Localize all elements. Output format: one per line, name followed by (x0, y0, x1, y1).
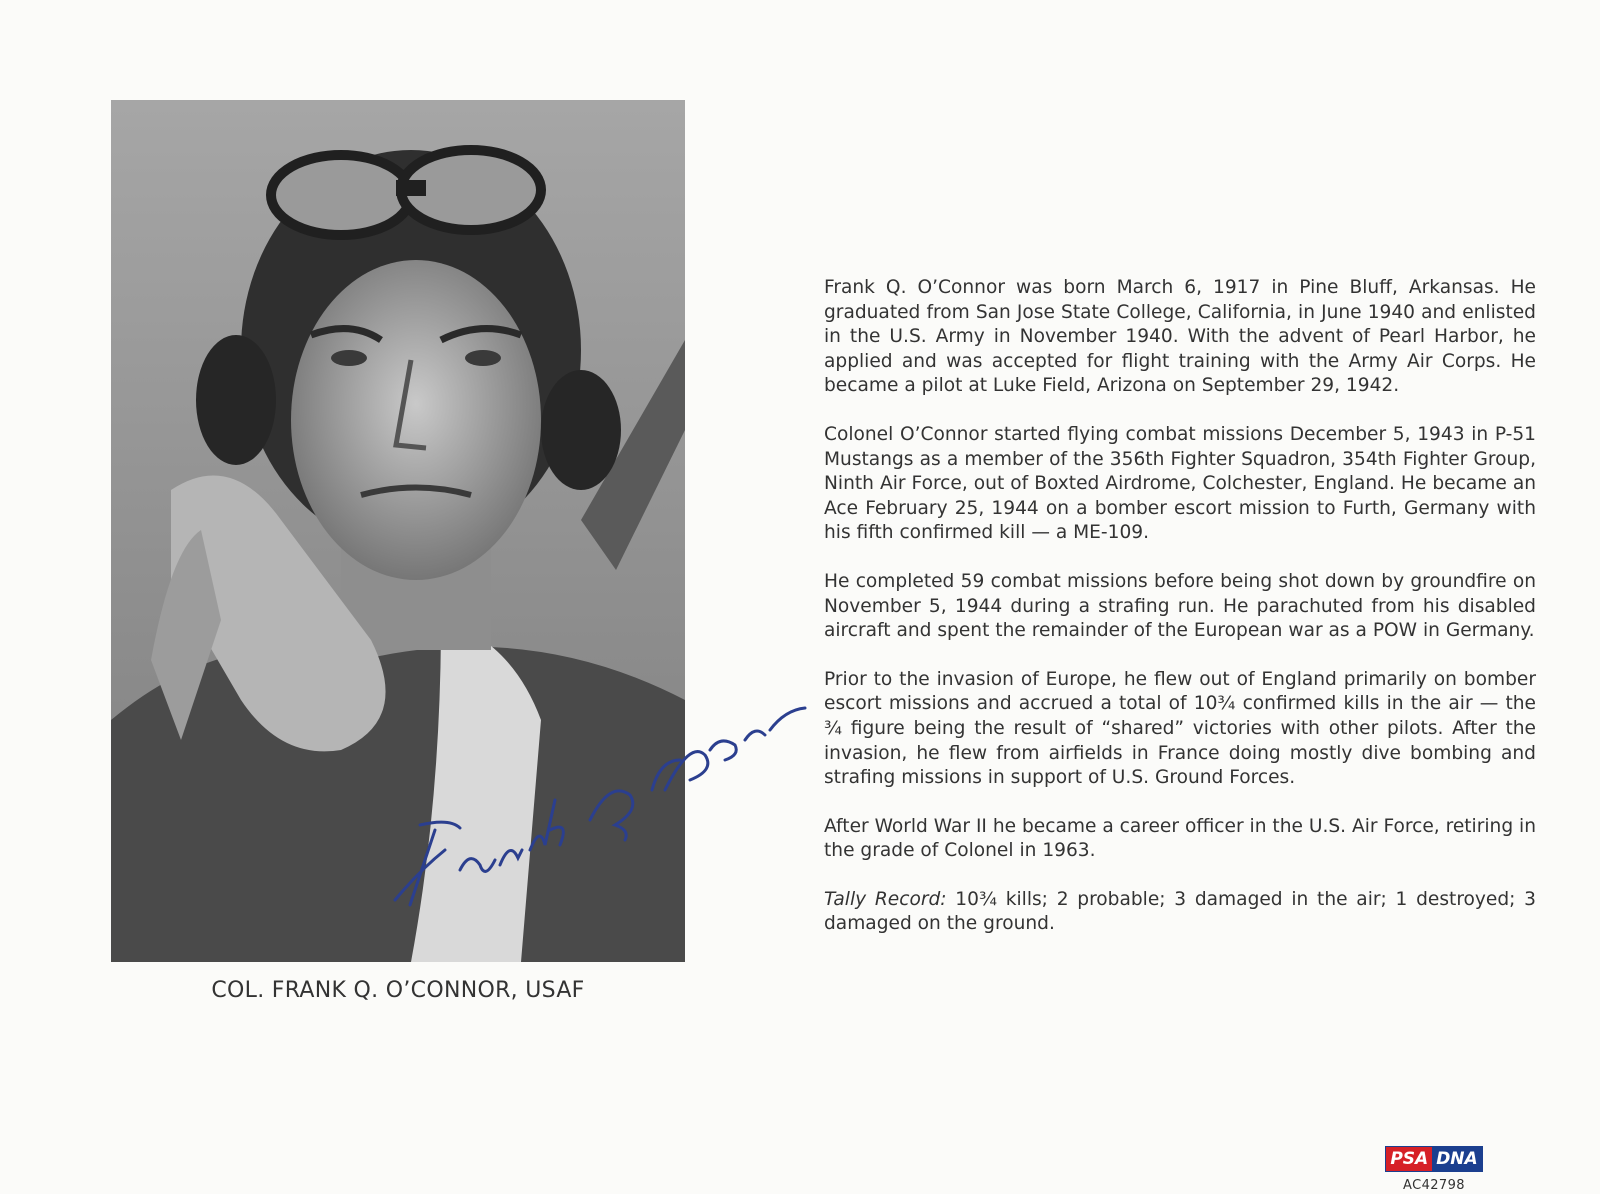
tally-label: Tally Record: (824, 888, 947, 910)
certification-number: AC42798 (1403, 1178, 1465, 1193)
psa-dna-logo (1385, 1146, 1482, 1172)
photo-caption: COL. FRANK Q. O’CONNOR, USAF (211, 978, 585, 1003)
bio-paragraph: He completed 59 combat missions before being shot down by groundfire on November 5, 1944 during a strafing run. He parachuted from his disabled aircraft and spent the remainder of the European war as a POW in Germany. (824, 570, 1536, 642)
bio-paragraph: After World War II he became a career officer in the U.S. Air Force, retiring in the grade of Colonel in 1963. (824, 815, 1536, 862)
tally-text: 10¾ kills; 2 probable; 3 damaged in the air; 1 destroyed; 3 damaged on the ground. (824, 888, 1537, 935)
bio-paragraph: Colonel O’Connor started flying combat missions December 5, 1943 in P-51 Mustangs as a member of the 356th Fighter Squadron, 354th Fighter Group, Ninth Air Force, out of Boxted Airdrome, Colchester, England. He became an Ace February 25, 1944 on a bomber escort mission to Furth, Germany with his fifth confirmed kill — a ME-109. (824, 423, 1536, 544)
aviator-portrait-image (111, 100, 685, 962)
authentication-sticker (1384, 1146, 1484, 1193)
dna-logo-text: DNA (1432, 1147, 1482, 1171)
bio-paragraph: Prior to the invasion of Europe, he flew out of England primarily on bomber escort missions and accrued a total of 10¾ confirmed kills in the air — the ¾ figure being the result of “shared” victories with other pilots. After the invasion, he flew from airfields in France doing mostly dive bombing and strafing missions in support of U.S. Ground Forces. (824, 668, 1536, 789)
portrait-photo (111, 100, 685, 962)
biography-text (824, 276, 1536, 961)
tally-record (824, 888, 1536, 937)
bio-paragraph: Frank Q. O’Connor was born March 6, 1917 in Pine Bluff, Arkansas. He graduated from San Jose State College, California, in June 1940 and enlisted in the U.S. Army in November 1940. With the advent of Pearl Harbor, he applied and was accepted for flight training with the Army Air Corps. He became a pilot at Luke Field, Arizona on September 29, 1942. (824, 277, 1536, 397)
psa-logo-text: PSA (1386, 1147, 1432, 1171)
